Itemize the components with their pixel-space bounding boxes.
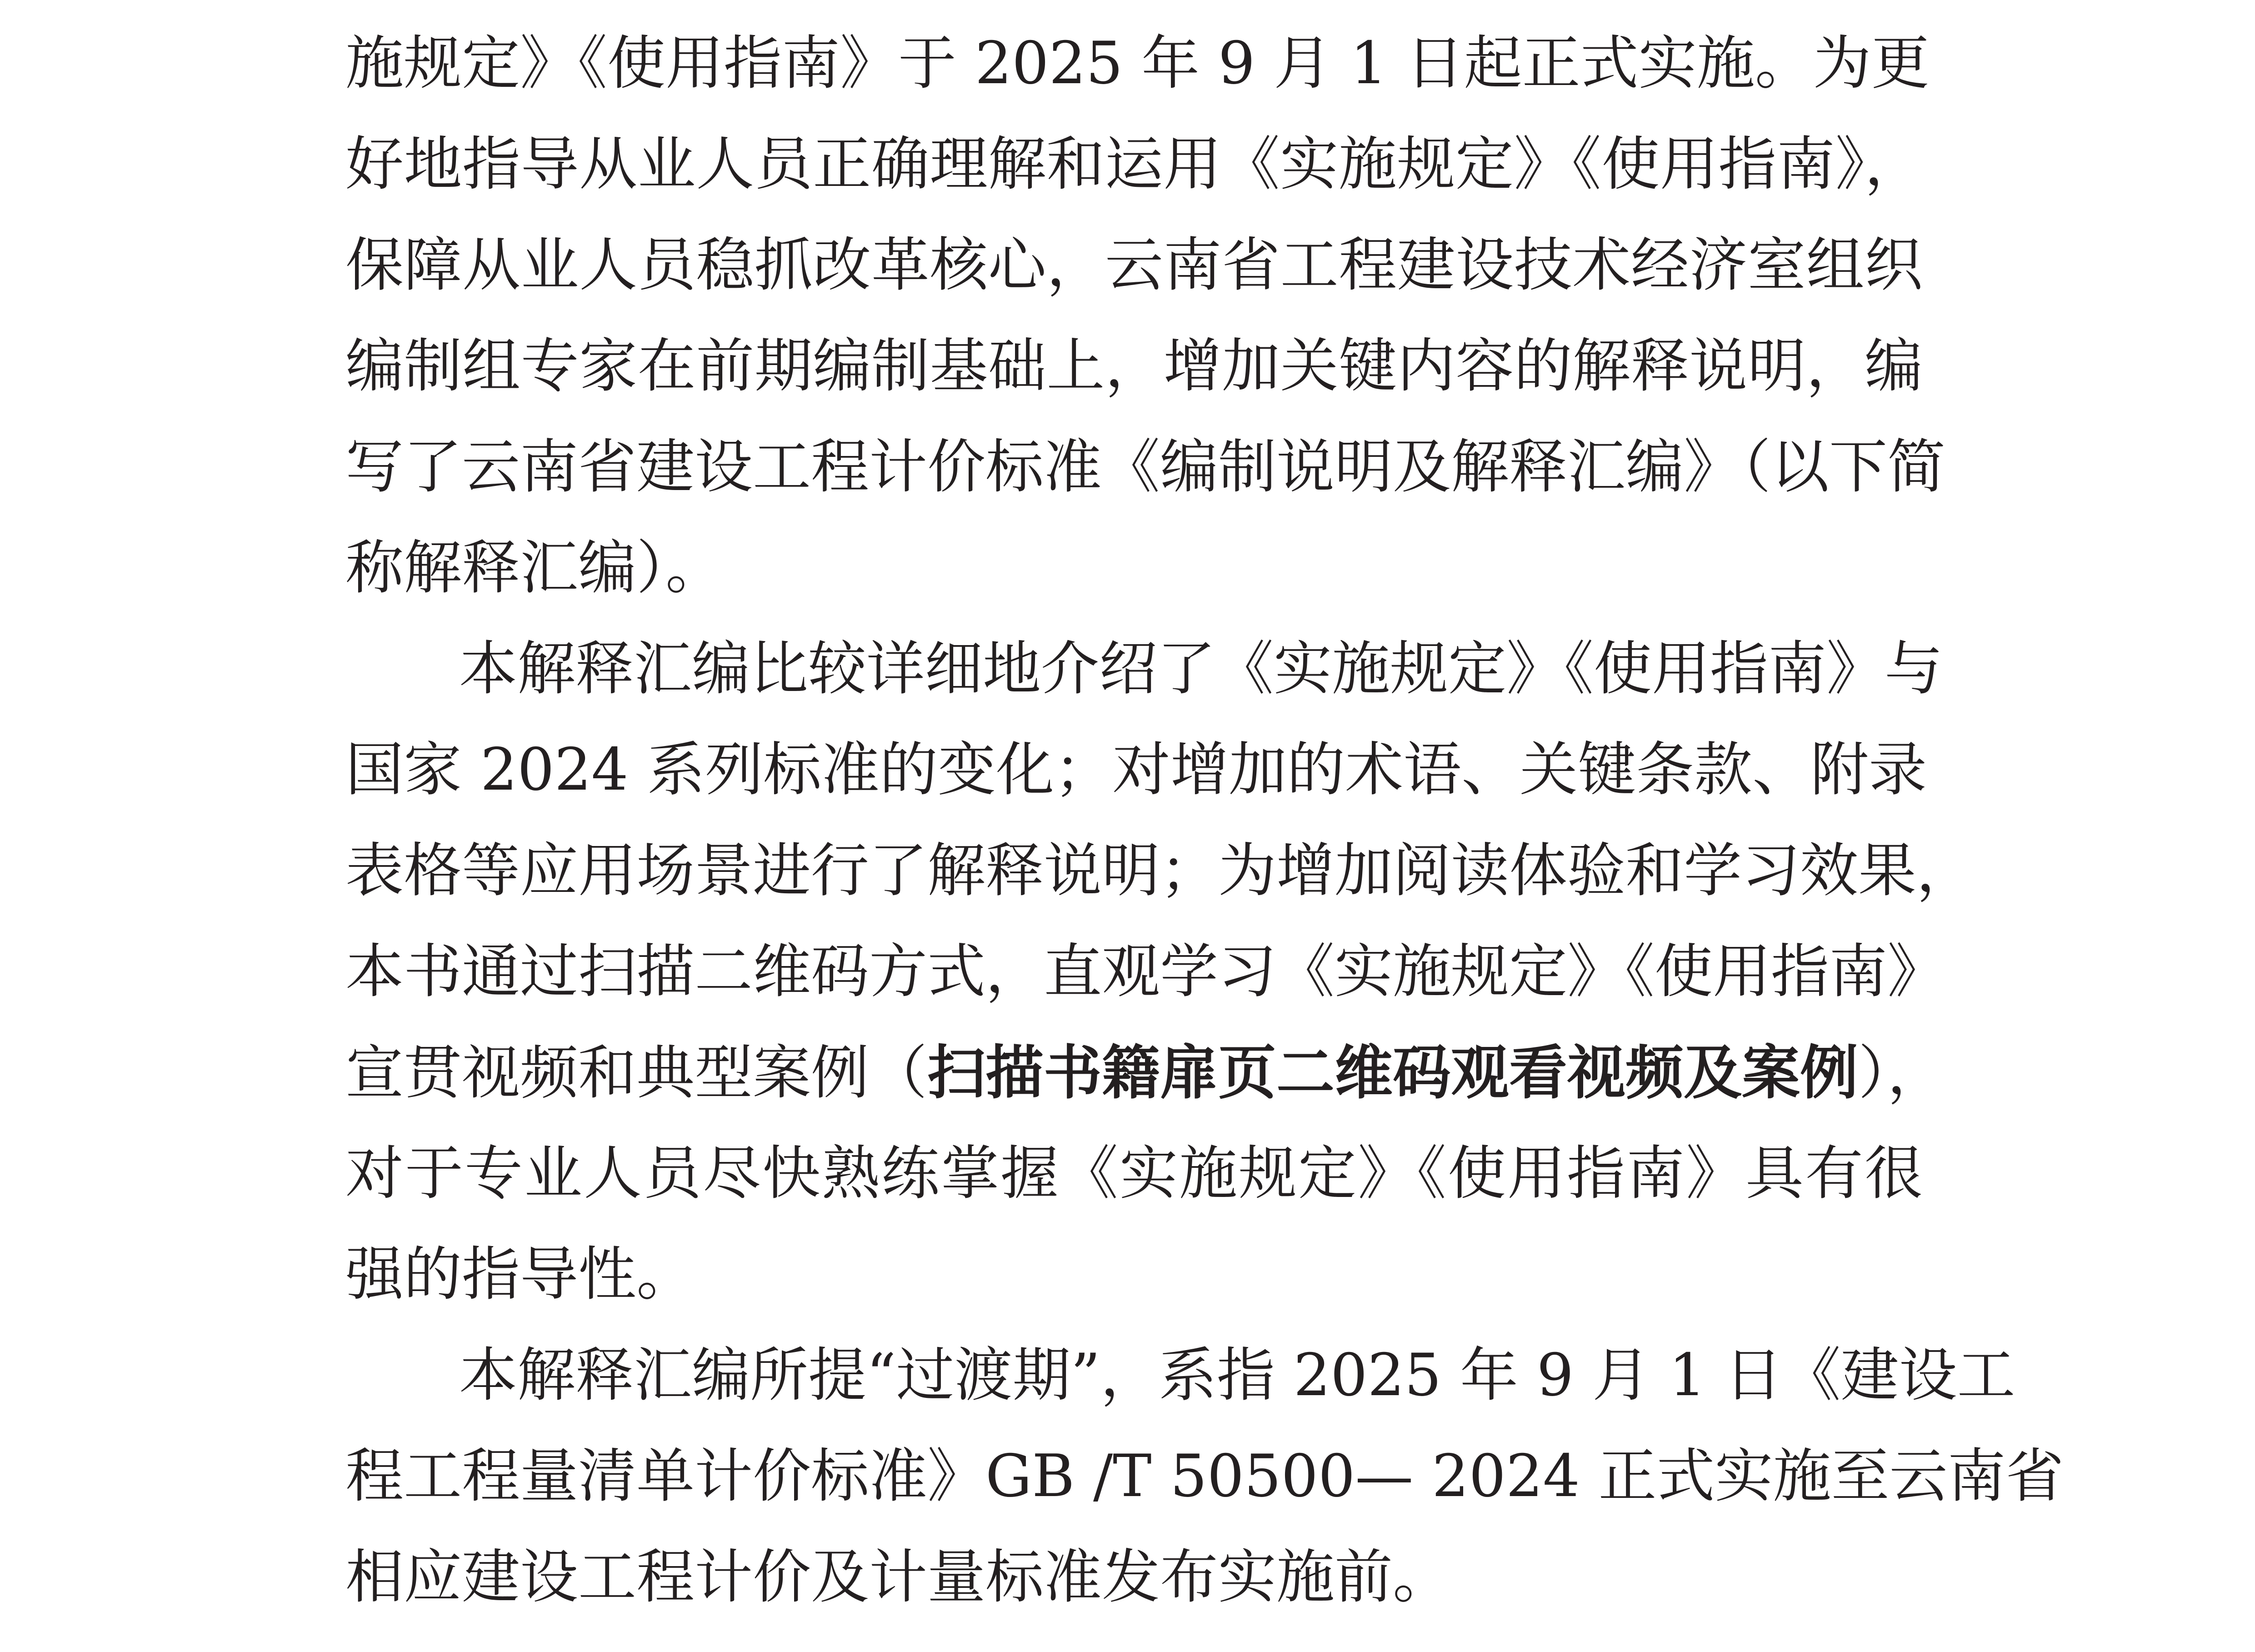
paragraph-1-line-3: 保障从业人员稳抓改革核心，云南省工程建设技术经济室组织 (345, 231, 1923, 299)
paragraph-2-line-5-text-after: ）， (1858, 1039, 1946, 1107)
paragraph-1-line-5: 写了云南省建设工程计价标准《编制说明及解释汇编》（以下简 (345, 433, 1946, 501)
paragraph-2-line-3: 表格等应用场景进行了解释说明；为增加阅读体验和学习效果， (345, 837, 1975, 905)
paragraph-2-line-7: 强的指导性。 (345, 1241, 695, 1308)
paragraph-2-line-5 (345, 1027, 1946, 1118)
paragraph-2-line-1: 本解释汇编比较详细地介绍了《实施规定》《使用指南》与 (459, 635, 1943, 703)
paragraph-2-line-6: 对于专业人员尽快熟练掌握《实施规定》《使用指南》具有很 (345, 1140, 1923, 1207)
paragraph-1-line-1: 施规定》《使用指南》于 2025 年 9 月 1 日起正式实施。为更 (345, 30, 1930, 97)
paragraph-2-line-5-text-before: 宣贯视频和典型案例（ (345, 1039, 928, 1107)
paragraph-3-line-2: 程工程量清单计价标准》GB /T 50500— 2024 正式实施至云南省 (345, 1442, 2064, 1510)
paragraph-1-line-4: 编制组专家在前期编制基础上，增加关键内容的解释说明，编 (345, 332, 1923, 400)
paragraph-1-line-2: 好地指导从业人员正确理解和运用《实施规定》《使用指南》， (345, 130, 1923, 198)
paragraph-2-line-4: 本书通过扫描二维码方式，直观学习《实施规定》《使用指南》 (345, 938, 1946, 1006)
qr-code-instruction-bold: 扫描书籍扉页二维码观看视频及案例 (927, 1039, 1859, 1107)
paragraph-1-line-6: 称解释汇编）。 (345, 534, 724, 602)
paragraph-3-line-3: 相应建设工程计价及计量标准发布实施前。 (345, 1543, 1451, 1611)
paragraph-2-line-2: 国家 2024 系列标准的变化；对增加的术语、关键条款、附录 (345, 736, 1927, 804)
paragraph-3-line-1: 本解释汇编所提“过渡期”，系指 2025 年 9 月 1 日《建设工 (459, 1342, 2015, 1409)
